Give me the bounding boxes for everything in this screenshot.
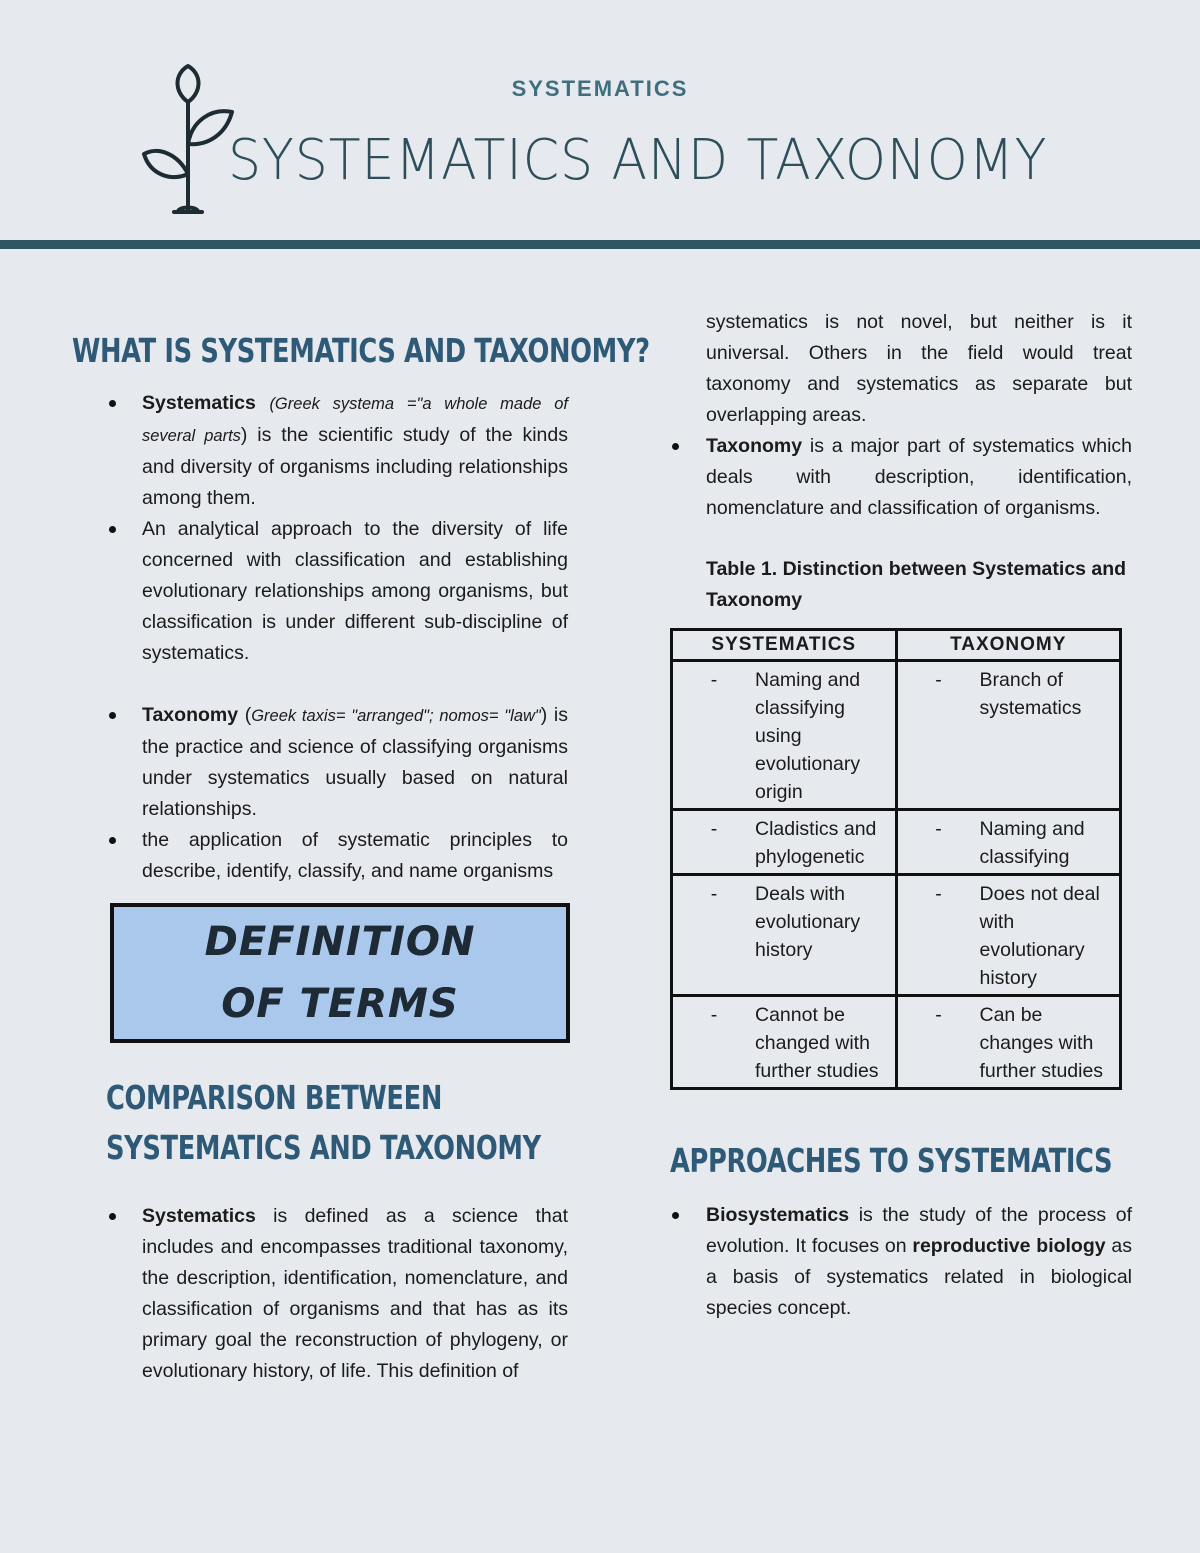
table-cell [672,996,897,1089]
page-title: SYSTEMATICS AND TAXONOMY [228,128,1048,193]
list-item-text: An analytical approach to the diversity of life concerned with classification and establishing evolutionary relationships among organisms, but classification is under different sub-discipline of systematics. [142,518,568,664]
table-cell [896,810,1121,875]
distinction-table [670,628,1122,1090]
cell-text: Branch of systematics [979,669,1082,719]
list-item [72,825,568,887]
list-item-text: the application of systematic principles to describe, identify, classify, and name organisms [142,829,568,882]
table-cell [672,810,897,875]
table-cell [896,661,1121,810]
definition-list [72,388,568,669]
section-heading-comparison [72,1073,568,1173]
comparison-list [72,1201,568,1387]
dash-marker: - [935,818,942,840]
table-caption: Table 1. Distinction between Systematics and Taxonomy [706,558,1127,611]
section-heading-what-is: WHAT IS SYSTEMATICS AND TAXONOMY? [72,331,650,370]
header-kicker: SYSTEMATICS [511,76,689,101]
list-item [670,431,1132,524]
dash-marker: - [935,1004,942,1026]
right-column [670,307,1132,1324]
table-cell [896,875,1121,996]
table-row [672,661,1121,810]
definition-of-terms-banner [110,903,570,1043]
term-biosystematics: Biosystematics [706,1204,850,1226]
table-cell [672,661,897,810]
cell-text: Deals with evolutionary history [755,883,861,961]
banner-text: DEFINITION OF TERMS [204,919,476,1027]
list-item-text: as a basis of systematics related in biological species concept. [706,1235,1133,1319]
list-item [72,514,568,669]
list-item: Taxonomy (Greek taxis= "arranged"; nomos= "law") is the practice and science of classifying organisms under systematics usually based on natural relationships. [72,700,568,825]
dash-marker: - [710,883,718,905]
term-systematics: Systematics [142,1205,256,1227]
column-header: SYSTEMATICS [672,630,897,661]
cell-text: Cannot be changed with further studies [755,1004,879,1082]
header-divider [0,240,1200,249]
table-row [672,996,1121,1089]
page-header [0,0,1200,250]
list-item [670,1200,1132,1324]
greek-etymology: (Greek systema ="a whole made of several parts [142,395,568,445]
definition-list [72,700,568,887]
table-row [672,875,1121,996]
dash-marker: - [710,818,718,840]
table-cell [672,875,897,996]
cell-text: Does not deal with evolutionary history [979,883,1100,989]
term-taxonomy: Taxonomy [706,435,803,457]
list-item [72,388,568,514]
cell-text: Naming and classifying [979,818,1085,868]
dash-marker: - [710,669,718,691]
term-taxonomy: Taxonomy [142,704,239,726]
table-cell [896,996,1121,1089]
cell-text: Naming and classifying using evolutionary origin [755,669,861,803]
comparison-list [670,431,1132,524]
term-systematics: Systematics [142,392,256,414]
column-header: TAXONOMY [896,630,1121,661]
dash-marker: - [710,1004,718,1026]
continued-text: systematics is not novel, but neither is it universal. Others in the field would treat taxonomy and systematics as separate but overlapping areas. [706,311,1132,426]
table-header-row [672,630,1121,661]
dash-marker: - [935,883,942,905]
list-item-text: ) is the scientific study of the kinds and diversity of organisms including relationships among them. [142,424,568,509]
section-heading-approaches: APPROACHES TO SYSTEMATICS [670,1141,1113,1180]
emphasis-text: reproductive biology [912,1235,1106,1257]
list-item-text: is the study of the process of evolution. It focuses on [706,1204,1133,1257]
cell-text: Can be changes with further studies [979,1004,1104,1082]
list-item [72,1201,568,1387]
cell-text: Cladistics and phylogenetic [755,818,877,868]
approaches-list [670,1200,1132,1324]
list-item-text: is the practice and science of classifying organisms under systematics usually based on natural relationships. [142,704,568,820]
left-column [72,322,650,1387]
heading-line: SYSTEMATICS AND TAXONOMY [106,1128,541,1167]
dash-marker: - [935,669,942,691]
heading-line: COMPARISON BETWEEN [106,1078,442,1117]
list-item-text: is a major part of systematics which deals with description, identification, nomenclature and classification of organisms. [706,435,1132,519]
greek-etymology: Greek taxis= "arranged"; nomos= "law" [251,707,541,725]
list-item-text: is defined as a science that includes and encompasses traditional taxonomy, the description, identification, nomenclature, and classification of organisms and that has as its primary goal the reconstruction of phylogeny, or evolutionary history, of life. This definition of [142,1205,568,1382]
table-row [672,810,1121,875]
